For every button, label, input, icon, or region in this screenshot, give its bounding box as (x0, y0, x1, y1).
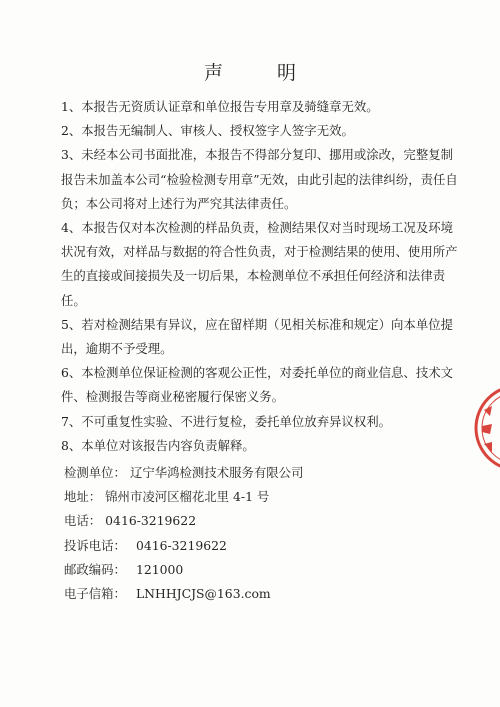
address-value: 锦州市凌河区榴花北里 4-1 号 (105, 489, 270, 505)
complaint-phone-value: 0416-3219622 (135, 537, 227, 553)
postcode-value: 121000 (135, 561, 184, 577)
complaint-phone-label: 投诉电话： (64, 537, 126, 553)
testing-unit-row (64, 461, 424, 485)
clause-8: 8、本单位对该报告内容负责解释。 (61, 437, 255, 453)
phone-row (64, 509, 424, 533)
complaint-phone-row (64, 534, 424, 558)
partial-red-seal (472, 380, 500, 476)
email-row (64, 582, 424, 606)
phone-label: 电话： (64, 513, 102, 529)
testing-unit-label: 检测单位： (64, 465, 126, 480)
clause-5: 5、若对检测结果有异议，应在留样期（见相关标准和规定）向本单位提出，逾期不予受理。 (61, 316, 453, 357)
clause-6: 6、本检测单位保证检测的客观公正性，对委托单位的商业信息、技术文件、检测报告等商业秘密履行保密义务。 (61, 365, 453, 405)
phone-value: 0416-3219622 (105, 513, 197, 529)
address-row (64, 485, 424, 509)
email-label: 电子信箱： (64, 586, 126, 602)
clause-3: 3、未经本公司书面批准，本报告不得部分复印、挪用或涂改，完整复制报告未加盖本公司“检验检测专用章”无效，由此引起的法律纠纷，责任自负；本公司将对上述行为严究其法律责任。 (61, 147, 458, 211)
seal-mark (482, 406, 492, 452)
postcode-label: 邮政编码： (64, 561, 126, 577)
page-title: 声 明 (203, 62, 321, 84)
clause-1: 1、本报告无资质认证章和单位报告专用章及骑缝章无效。 (61, 99, 379, 114)
postcode-row (64, 558, 424, 582)
address-label: 地址： (64, 489, 102, 505)
testing-unit-value: 辽宁华鸿检测技术服务有限公司 (129, 465, 304, 480)
clause-7: 7、不可重复性实验、不进行复检，委托单位放弃异议权利。 (61, 413, 392, 429)
email-value: LNHHJCJS@163.com (135, 586, 271, 602)
contact-info (64, 461, 424, 606)
statement-clauses (61, 95, 459, 458)
clause-4: 4、本报告仅对本次检测的样品负责，检测结果仅对当时现场工况及环境状况有效，对样品与数据的符合性负责，对于检测结果的使用、使用所产生的直接或间接损失及一切后果，本检测单位不承担任何经济和法律责任。 (61, 220, 458, 308)
clause-2: 2、本报告无编制人、审核人、授权签字人签字无效。 (61, 123, 354, 139)
